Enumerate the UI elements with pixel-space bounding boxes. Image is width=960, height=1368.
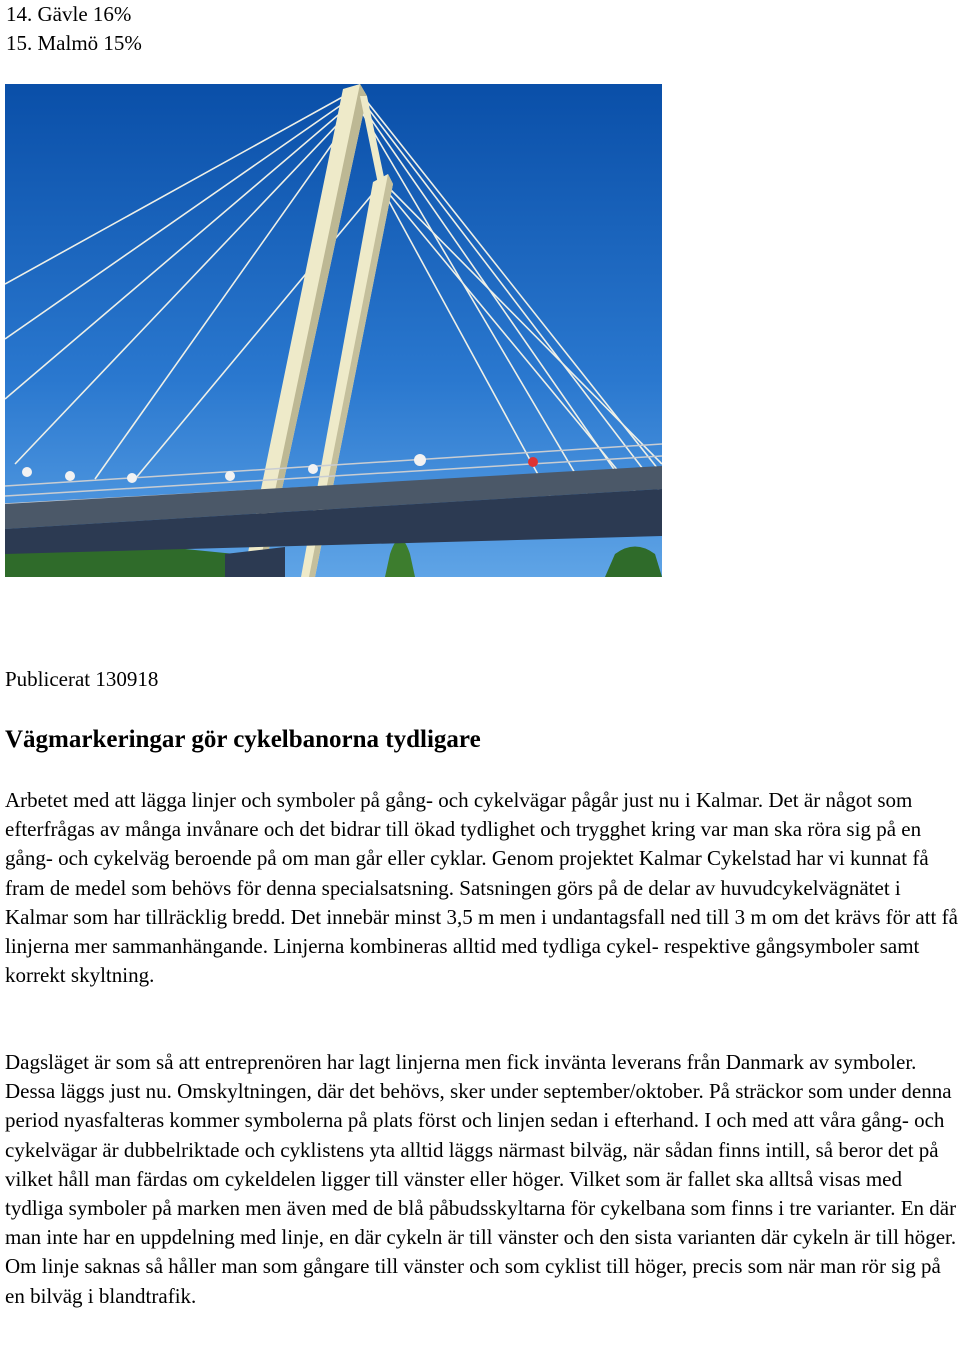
bridge-photo bbox=[5, 84, 662, 577]
ranking-item: 14. Gävle 16% bbox=[6, 2, 132, 26]
article-headline: Vägmarkeringar gör cykelbanorna tydligare bbox=[5, 726, 481, 753]
article-paragraph: Dagsläget är som så att entreprenören har lagt linjerna men fick invänta leverans från Danmark av symboler. Dessa läggs just nu. Omskyltningen, där det behövs, sker under september/oktober. På sträckor som under denna period nyasfalteras kommer symbolerna på plats först och linjen sedan i efterhand. I och med att våra gång- och cykelvägar är dubbelriktade och cyklistens yta alltid läggs närmast bilväg, när sådan finns intill, så beror det på vilket håll man färdas om cykeldelen ligger till vänster eller höger. Vilket som är fallet ska alltså visas med tydliga symboler på marken men även med de blå påbudsskyltarna för cykelbana som finns i tre varianter. En där man inte har en uppdelning med linje, en där cykeln är till vänster och den sista varianten där cykeln är till höger. Om linje saknas så håller man som gångare till vänster och som cyklist till höger, precis som när man rör sig på en bilväg i blandtrafik. bbox=[5, 1050, 957, 1308]
ranking-list bbox=[6, 0, 142, 58]
publication-date: Publicerat 130918 bbox=[5, 667, 159, 691]
ranking-item: 15. Malmö 15% bbox=[6, 31, 142, 55]
article-paragraph: Arbetet med att lägga linjer och symboler på gång- och cykelvägar pågår just nu i Kalmar. Det är något som efterfrågas av många invånare och det bidrar till ökad tydlighet och trygghet kring var man ska röra sig på en gång- och cykelväg beroende på om man går eller cyklar. Genom projektet Kalmar Cykelstad har vi kunnat få fram de medel som behövs för denna specialsatsning. Satsningen görs på de delar av huvudcykelvägnätet i Kalmar som har tillräcklig bredd. Det innebär minst 3,5 m men i undantagsfall ned till 3 m om det krävs för att få linjerna mer sammanhängande. Linjerna kombineras alltid med tydliga cykel- respektive gångsymboler samt korrekt skyltning. bbox=[5, 788, 958, 988]
